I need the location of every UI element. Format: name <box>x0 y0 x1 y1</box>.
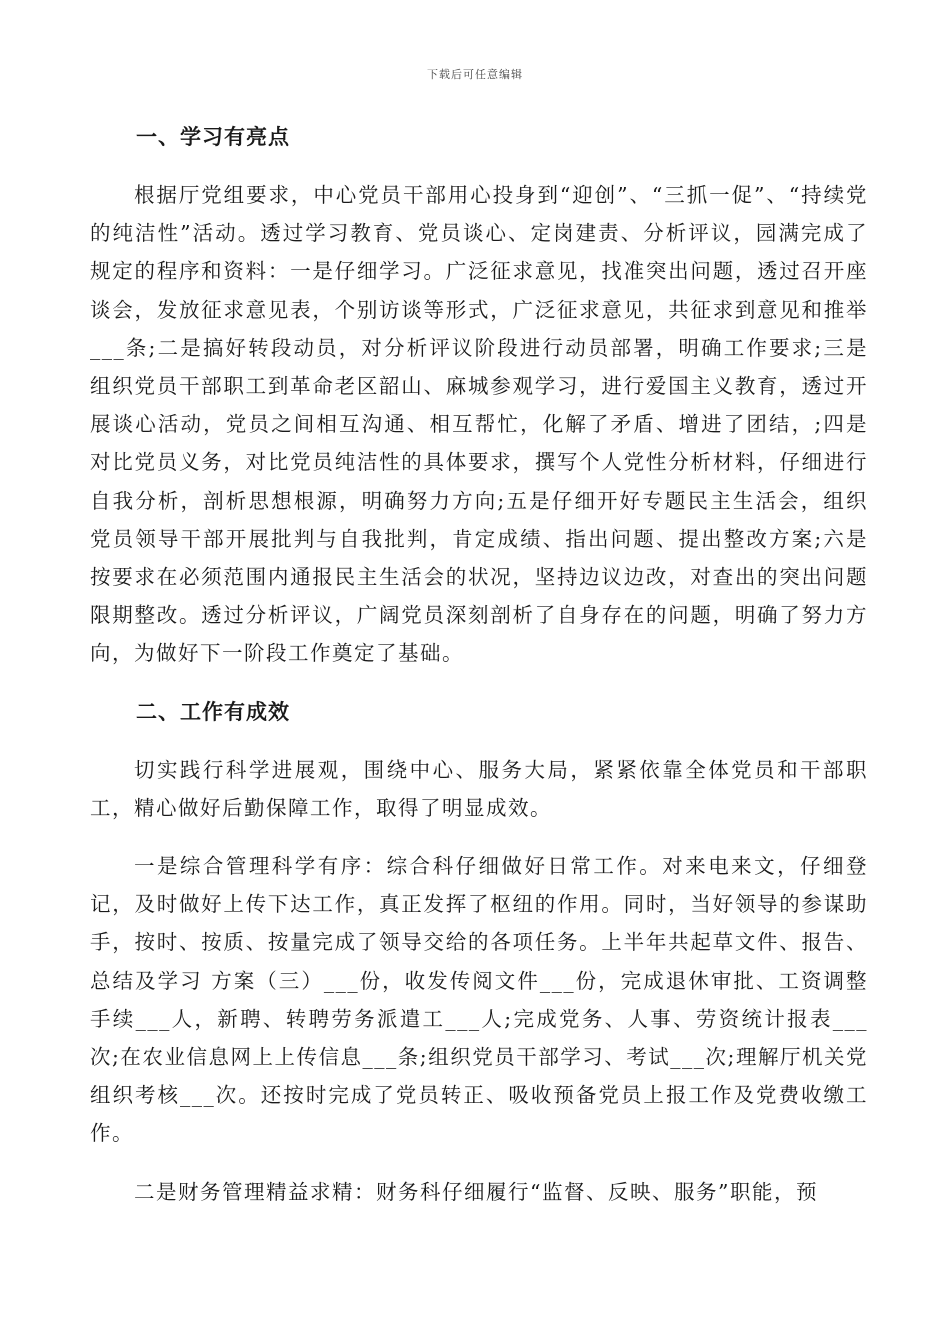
header-note: 下载后可任意编辑 <box>427 68 523 81</box>
section-2-paragraph-1: 切实践行科学进展观，围绕中心、服务大局，紧紧依靠全体党员和干部职工，精心做好后勤保障工作，取得了明显成效。 <box>90 757 868 820</box>
section-heading-1: 一、学习有亮点 <box>136 125 290 149</box>
section-2-paragraph-2: 一是综合管理科学有序：综合科仔细做好日常工作。对来电来文，仔细登记，及时做好上传下达工作，真正发挥了枢纽的作用。同时，当好领导的参谋助手，按时、按质、按量完成了领导交给的各项任务。上半年共起草文件、报告、总结及学习 方案（三）___份，收发传阅文件___份，完成退休审批、工资调整手续___人，新聘、转聘劳务派遣工___人;完成党务、人事、劳资统计报表___次;在农业信息网上上传信息___条;组织党员干部学习、考试___次;理解厅机关党组织考核___次。还按时完成了党员转正、吸收预备党员上报工作及党费收缴工作。 <box>90 854 868 1146</box>
section-1-paragraph-1: 根据厅党组要求，中心党员干部用心投身到“迎创”、“三抓一促”、“持续党的纯洁性”活动。透过学习教育、党员谈心、定岗建责、分析评议，园满完成了规定的程序和资料：一是仔细学习。广泛征求意见，找准突出问题，透过召开座谈会，发放征求意见表，个别访谈等形式，广泛征求意见，共征求到意见和推举___条;二是搞好转段动员，对分析评议阶段进行动员部署，明确工作要求;三是组织党员干部职工到革命老区韶山、麻城参观学习，进行爱国主义教育，透过开展谈心活动，党员之间相互沟通、相互帮忙，化解了矛盾、增进了团结，;四是对比党员义务，对比党员纯洁性的具体要求，撰写个人党性分析材料，仔细进行自我分析，剖析思想根源，明确努力方向;五是仔细开好专题民主生活会，组织党员领导干部开展批判与自我批判，肯定成绩、指出问题、提出整改方案;六是按要求在必须范围内通报民主生活会的状况，坚持边议边改，对查出的突出问题限期整改。透过分析评议，广阔党员深刻剖析了自身存在的问题，明确了努力方向，为做好下一阶段工作奠定了基础。 <box>90 183 868 666</box>
document-body <box>90 118 868 1211</box>
section-heading-2: 二、工作有成效 <box>136 699 290 724</box>
section-2-paragraph-3: 二是财务管理精益求精：财务科仔细履行“监督、反映、服务”职能，预 <box>134 1179 818 1204</box>
